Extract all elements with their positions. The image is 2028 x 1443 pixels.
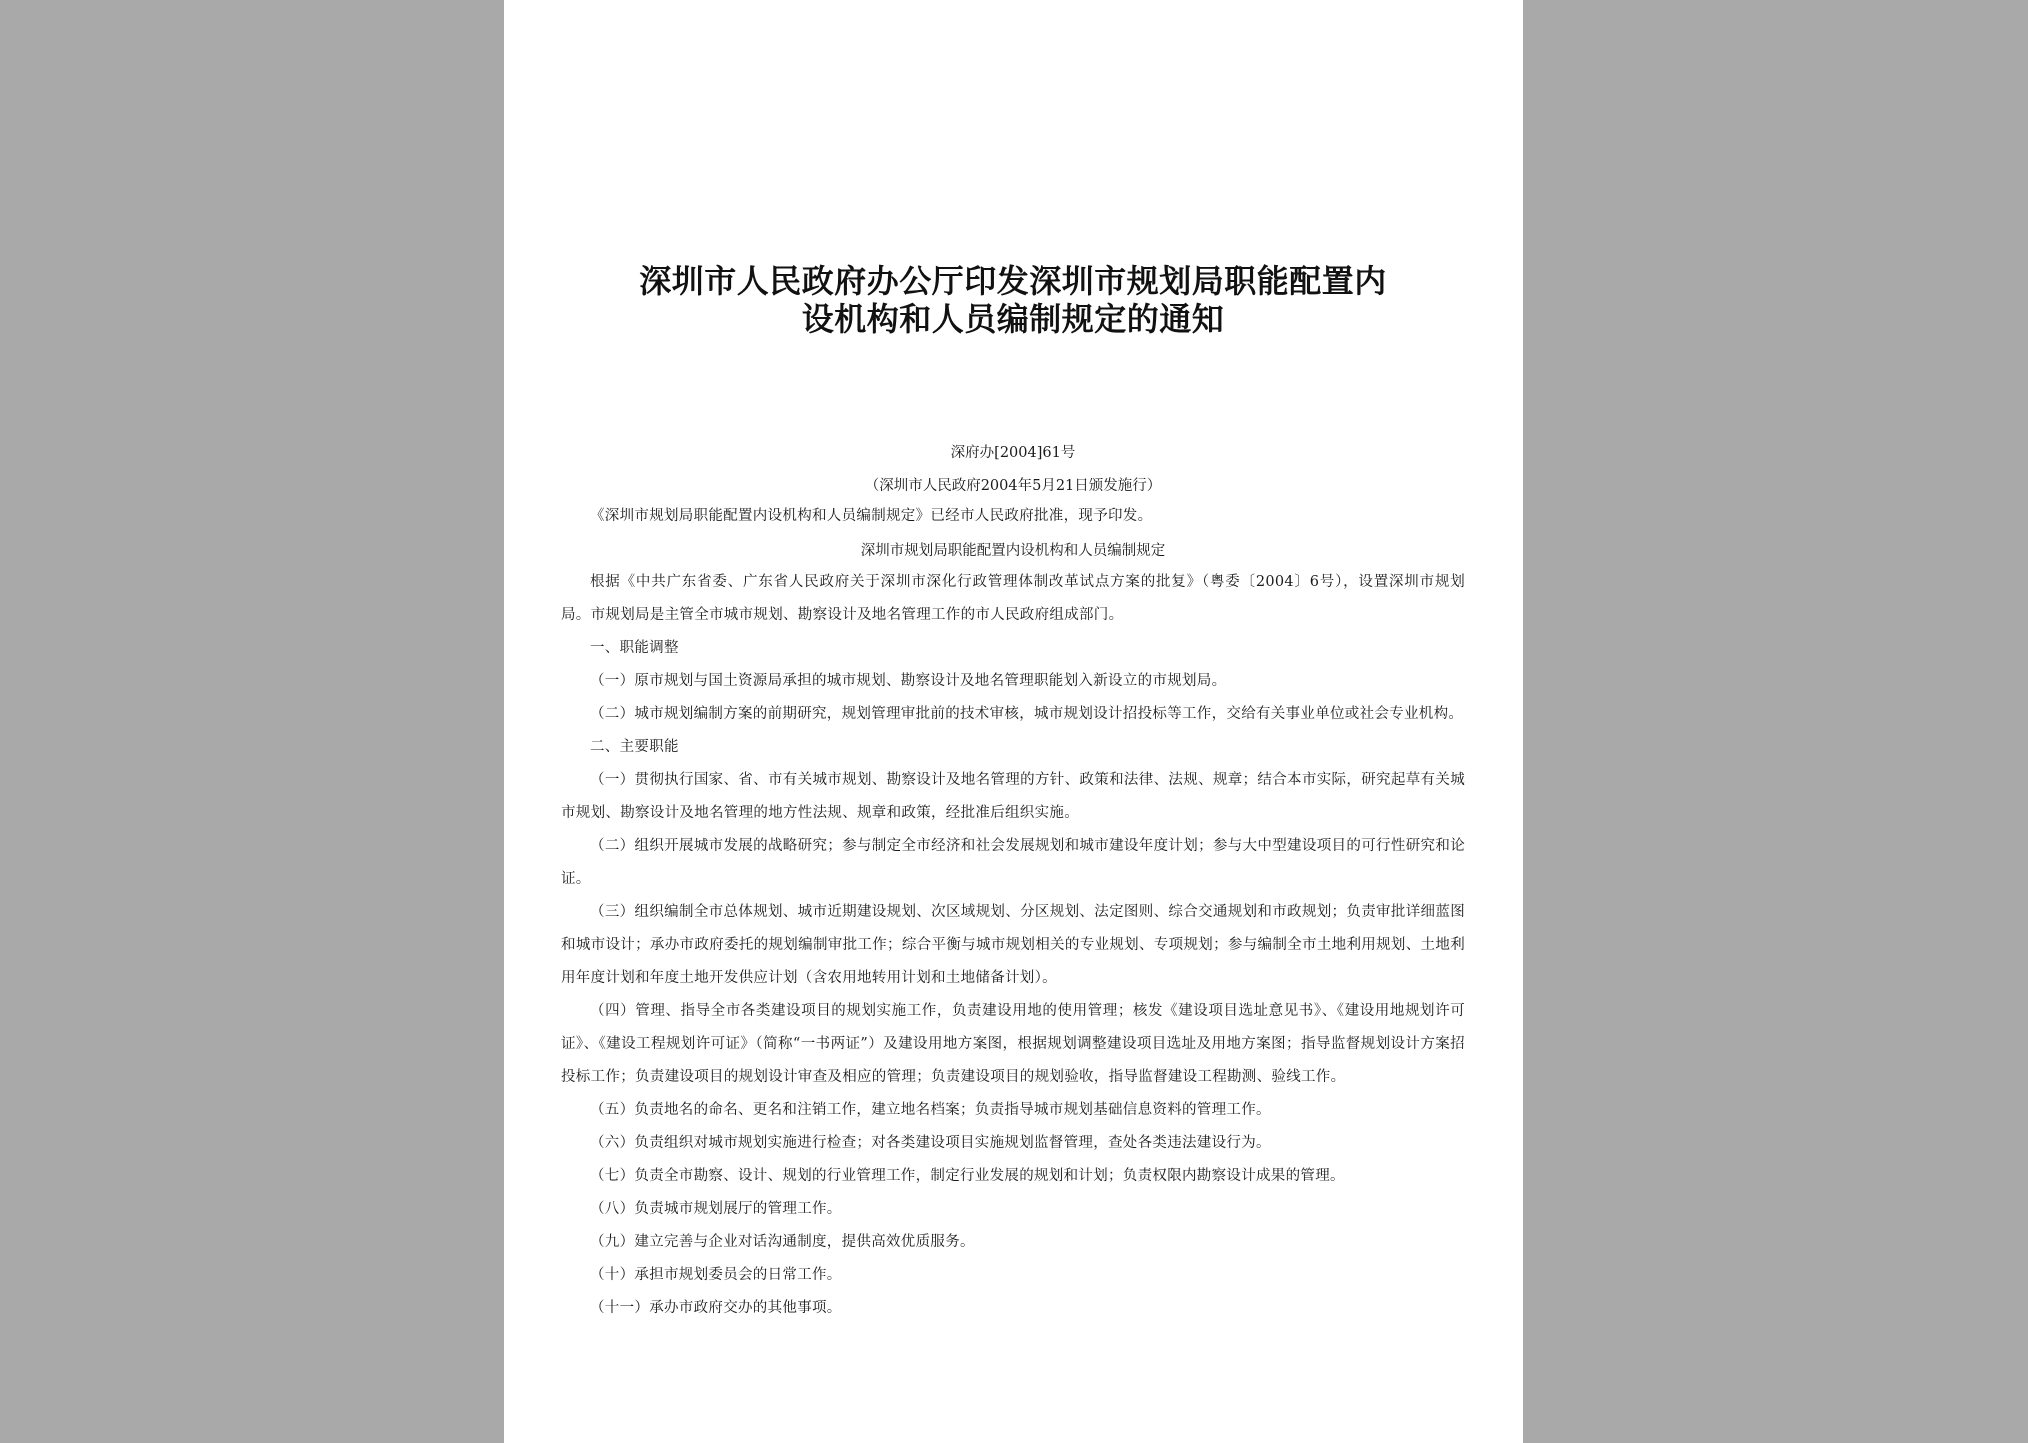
document-number: 深府办[2004]61号: [950, 445, 1076, 461]
body-paragraph: （一）原市规划与国土资源局承担的城市规划、勘察设计及地名管理职能划入新设立的市规划局。: [590, 673, 1227, 689]
body-text: [561, 566, 1465, 1325]
intro-paragraph: 《深圳市规划局职能配置内设机构和人员编制规定》已经市人民政府批准，现予印发。: [590, 508, 1153, 524]
body-paragraph: （五）负责地名的命名、更名和注销工作，建立地名档案；负责指导城市规划基础信息资料的管理工作。: [590, 1102, 1271, 1118]
title-line-2: 设机构和人员编制规定的通知: [801, 300, 1225, 338]
body-paragraph: （四）管理、指导全市各类建设项目的规划实施工作，负责建设用地的使用管理；核发《建设项目选址意见书》、《建设用地规划许可证》、《建设工程规划许可证》（简称“一书两证”）及建设用地方案图，根据规划调整建设项目选址及用地方案图；指导监督规划设计方案招投标工作；负责建设项目的规划设计审查及相应的管理；负责建设项目的规划验收，指导监督建设工程勘测、验线工作。: [561, 1003, 1465, 1085]
section-heading: 二、主要职能: [590, 739, 679, 755]
body-paragraph: （六）负责组织对城市规划实施进行检查；对各类建设项目实施规划监督管理，查处各类违法建设行为。: [590, 1135, 1271, 1151]
body-paragraph: （八）负责城市规划展厅的管理工作。: [590, 1201, 842, 1217]
document-page: [504, 0, 1523, 1443]
title-line-1: 深圳市人民政府办公厅印发深圳市规划局职能配置内: [639, 262, 1387, 300]
body-paragraph: （二）城市规划编制方案的前期研究，规划管理审批前的技术审核，城市规划设计招投标等工作，交给有关事业单位或社会专业机构。: [590, 706, 1464, 722]
section-heading: 一、职能调整: [590, 640, 679, 656]
body-paragraph: （一）贯彻执行国家、省、市有关城市规划、勘察设计及地名管理的方针、政策和法律、法规、规章；结合本市实际，研究起草有关城市规划、勘察设计及地名管理的地方性法规、规章和政策，经批准后组织实施。: [561, 772, 1465, 821]
regulation-subtitle: 深圳市规划局职能配置内设机构和人员编制规定: [860, 543, 1166, 559]
issue-note: （深圳市人民政府2004年5月21日颁发施行）: [864, 478, 1162, 494]
document-title: [561, 262, 1465, 338]
body-paragraph: （三）组织编制全市总体规划、城市近期建设规划、次区域规划、分区规划、法定图则、综合交通规划和市政规划；负责审批详细蓝图和城市设计；承办市政府委托的规划编制审批工作；综合平衡与城市规划相关的专业规划、专项规划；参与编制全市土地利用规划、土地利用年度计划和年度土地开发供应计划（含农用地转用计划和土地储备计划）。: [561, 904, 1465, 986]
body-paragraph: （二）组织开展城市发展的战略研究；参与制定全市经济和社会发展规划和城市建设年度计划；参与大中型建设项目的可行性研究和论证。: [561, 838, 1465, 887]
body-paragraph: （十一）承办市政府交办的其他事项。: [590, 1300, 842, 1316]
body-paragraph: 根据《中共广东省委、广东省人民政府关于深圳市深化行政管理体制改革试点方案的批复》（粤委〔2004〕6号），设置深圳市规划局。市规划局是主管全市城市规划、勘察设计及地名管理工作的市人民政府组成部门。: [561, 574, 1465, 623]
body-paragraph: （十）承担市规划委员会的日常工作。: [590, 1267, 842, 1283]
body-paragraph: （九）建立完善与企业对话沟通制度，提供高效优质服务。: [590, 1234, 975, 1250]
body-paragraph: （七）负责全市勘察、设计、规划的行业管理工作，制定行业发展的规划和计划；负责权限内勘察设计成果的管理。: [590, 1168, 1345, 1184]
